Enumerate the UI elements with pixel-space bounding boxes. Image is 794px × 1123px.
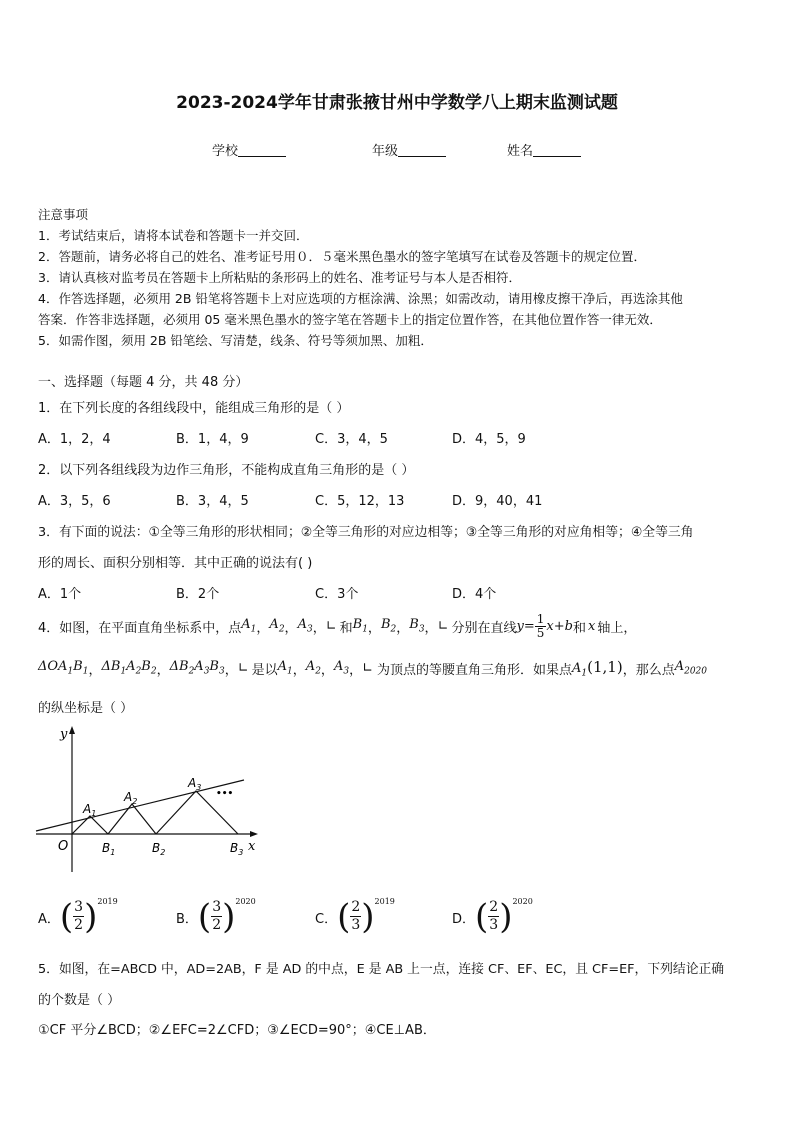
q1-option-c[interactable]: C．3，4，5 <box>315 432 388 447</box>
q3-option-b[interactable]: B．2个 <box>176 587 220 602</box>
triangle-1: $\Delta OA_1B_1$ <box>38 659 89 677</box>
q3-option-d[interactable]: D．4个 <box>452 587 497 602</box>
point-a1-coord: $A_1(1,1)$ <box>572 657 623 679</box>
q4-option-c[interactable]: C． ( 2 3 ) 2019 <box>315 897 395 937</box>
question-5-stem: 5．如图，在=ABCD 中，AD=2AB，F 是 AD 的中点，E 是 AB 上一点，连接 CF、EF、EC，且 CF=EF，下列结论正确 <box>38 962 725 977</box>
grade-blank[interactable] <box>398 144 446 157</box>
point-a2020: $A_{2020}$ <box>674 659 707 677</box>
label-b2: $B_2$ <box>152 841 166 857</box>
q2-option-b[interactable]: B．3，4，5 <box>176 494 249 509</box>
notice-item: 答案．作答非选择题，必须用 05 毫米黑色墨水的签字笔在答题卡上的指定位置作答，在其他位置作答一律无效． <box>38 312 662 327</box>
q2-option-c[interactable]: C．5，12，13 <box>315 494 405 509</box>
point-b2: $B_2$ <box>380 617 397 635</box>
y-axis-arrow <box>69 726 75 734</box>
triangle-3: $\Delta B_2A_3B_3$ <box>169 659 225 677</box>
point-a2: $A_2$ <box>269 617 285 635</box>
fraction-one-fifth: $\frac{1}{5}$ <box>536 611 545 640</box>
q4-option-a[interactable]: A． ( 3 2 ) 2019 <box>38 897 118 937</box>
q3-option-a[interactable]: A．1个 <box>38 587 82 602</box>
label-origin: O <box>58 839 69 854</box>
question-4-stem-end: 的纵坐标是（ ） <box>38 701 134 716</box>
point-b3: $B_3$ <box>409 617 425 635</box>
label-x: x <box>248 839 256 854</box>
var-y: y <box>516 618 524 634</box>
question-5-stem-cont: 的个数是（ ） <box>38 993 121 1008</box>
name-label: 姓名 <box>507 144 534 159</box>
point-a1: $A_1$ <box>241 617 257 635</box>
x-axis-arrow <box>250 831 258 837</box>
question-2-stem: 2．以下列各组线段为边作三角形，不能构成直角三角形的是（ ） <box>38 463 415 478</box>
school-field[interactable] <box>212 140 286 159</box>
triangle-oa1b1 <box>72 816 108 834</box>
point-b1: $B_1$ <box>352 617 368 635</box>
question-4-stem-cont: $\Delta OA_1B_1$ ， $\Delta B_1A_2B_2$ ， $\Delta B_2A_3B_3$ ， ∟ 是以 $A_1$ ， $A_2$ ， $A_3$ ， ∟ 为顶点的等腰直角三角形．如果点 $A_1(1,1)$ ，那么点 $A_{2020}$ <box>38 657 707 679</box>
section-heading: 一、选择题（每题 4 分，共 48 分） <box>38 375 249 390</box>
label-a3: $A_3$ <box>188 776 202 792</box>
triangle-2: $\Delta B_1A_2B_2$ <box>101 659 157 677</box>
ellipsis-mark: ∟ <box>325 618 337 634</box>
notice-heading: 注意事项 <box>38 207 89 222</box>
question-1-stem: 1．在下列长度的各组线段中，能组成三角形的是（ ） <box>38 401 350 416</box>
q2-option-d[interactable]: D．9，40，41 <box>452 494 543 509</box>
notice-item: 1．考试结束后，请将本试卷和答题卡一并交回． <box>38 228 309 243</box>
question-4-stem: 4．如图，在平面直角坐标系中，点 $A_1$ ， $A_2$ ， $A_3$ ， ∟ 和 $B_1$ ， $B_2$ ， $B_3$ ， ∟ 分别在直线 y = $\frac{1}{5}$ x + b 和 x 轴上， <box>38 611 637 640</box>
label-y: y <box>60 727 68 742</box>
label-b3: $B_3$ <box>230 841 244 857</box>
page-title: 2023-2024学年甘肃张掖甘州中学数学八上期末监测试题 <box>176 93 618 113</box>
name-field[interactable] <box>507 140 581 159</box>
q1-option-d[interactable]: D．4，5，9 <box>452 432 526 447</box>
q1-option-a[interactable]: A．1，2，4 <box>38 432 111 447</box>
q4-option-b[interactable]: B． ( 3 2 ) 2020 <box>176 897 256 937</box>
label-a2: $A_2$ <box>124 790 138 806</box>
grade-field[interactable] <box>372 140 446 159</box>
line-graph <box>36 780 244 831</box>
q2-option-a[interactable]: A．3，5，6 <box>38 494 111 509</box>
name-blank[interactable] <box>533 144 581 157</box>
q4-text: 4．如图，在平面直角坐标系中，点 <box>38 620 242 636</box>
notice-item: 3．请认真核对监考员在答题卡上所粘贴的条形码上的姓名、准考证号与本人是否相符． <box>38 270 521 285</box>
grade-label: 年级 <box>372 144 399 159</box>
notice-item: 4．作答选择题，必须用 2B 铅笔将答题卡上对应选项的方框涂满、涂黑；如需改动，请用橡皮擦干净后，再选涂其他 <box>38 291 683 306</box>
ellipsis-mark: ∟ <box>237 660 249 676</box>
triangle-b1a2b2 <box>108 804 156 834</box>
label-a1: $A_1$ <box>83 802 97 818</box>
q1-option-b[interactable]: B．1，4，9 <box>176 432 249 447</box>
notice-item: 5．如需作图，须用 2B 铅笔绘、写清楚，线条、符号等须加黑、加粗． <box>38 333 433 348</box>
label-b1: $B_1$ <box>102 841 116 857</box>
question-3-stem-cont: 形的周长、面积分别相等．其中正确的说法有( ) <box>38 556 313 571</box>
school-label: 学校 <box>212 144 239 159</box>
coordinate-figure <box>32 724 272 876</box>
ellipsis-mark: ∟ <box>437 618 449 634</box>
question-5-statements: ①CF 平分∠BCD；②∠EFC=2∠CFD；③∠ECD=90°；④CE⊥AB． <box>38 1023 436 1038</box>
notice-item: 2．答题前，请务必将自己的姓名、准考证号用０．５毫米黑色墨水的签字笔填写在试卷及答题卡的规定位置． <box>38 249 646 264</box>
question-3-stem: 3．有下面的说法：①全等三角形的形状相同；②全等三角形的对应边相等；③全等三角形的对应角相等；④全等三角 <box>38 525 694 540</box>
school-blank[interactable] <box>238 144 286 157</box>
point-a3: $A_3$ <box>297 617 313 635</box>
label-dots: ••• <box>216 789 234 799</box>
q4-option-d[interactable]: D． ( 2 3 ) 2020 <box>452 897 533 937</box>
q3-option-c[interactable]: C．3个 <box>315 587 359 602</box>
